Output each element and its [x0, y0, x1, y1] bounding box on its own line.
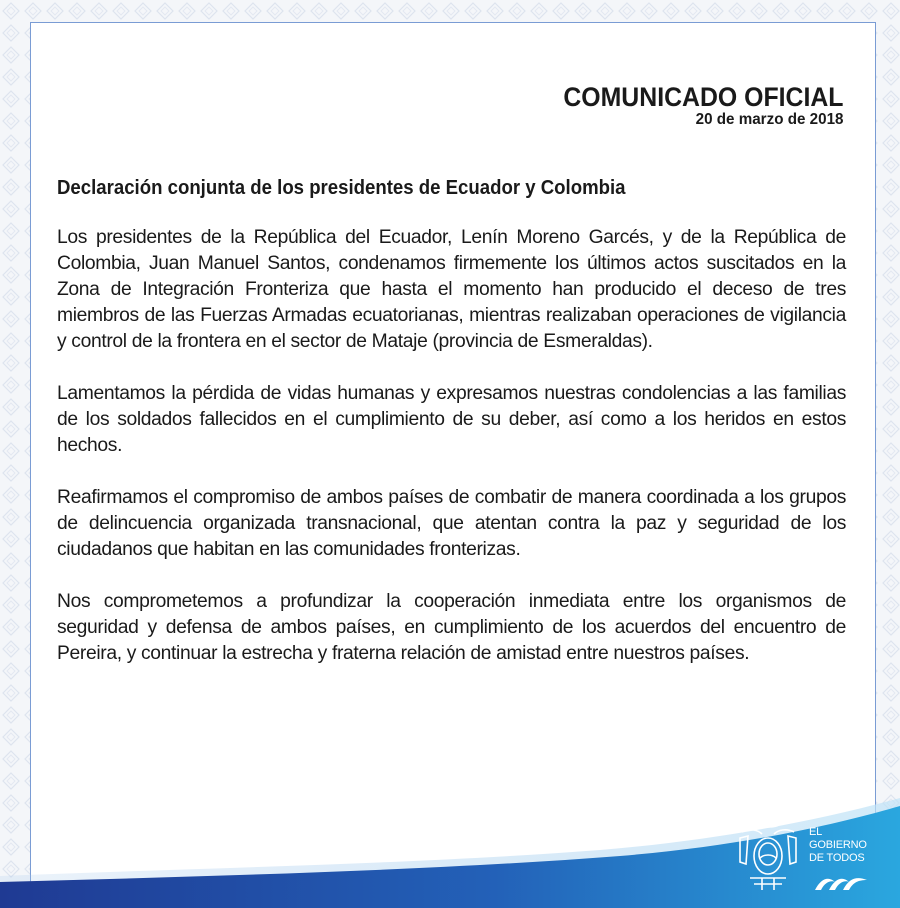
paragraph-2: Lamentamos la pérdida de vidas humanas y expresamos nuestras condolencias a las familias de los soldados fallecidos en el cumplimiento de su deber, así como a los heridos en estos hechos. — [57, 383, 846, 456]
brand-line-2: GOBIERNO — [809, 839, 867, 851]
document-card — [30, 22, 876, 908]
brand-line-1: EL — [809, 826, 823, 838]
paragraph-4: Nos comprometemos a profundizar la cooperación inmediata entre los organismos de seguridad y defensa de ambos países, en cumplimiento de los acuerdos del encuentro de Pereira, y continuar la estrecha y fraterna relación de amistad entre nuestros países. — [57, 591, 846, 664]
brand-line-3: DE TODOS — [809, 852, 865, 864]
document-date: 20 de marzo de 2018 — [695, 111, 843, 128]
document-body — [57, 175, 846, 693]
document-header — [539, 83, 843, 128]
document-title: COMUNICADO OFICIAL — [562, 82, 843, 112]
paragraph-3: Reafirmamos el compromiso de ambos países de combatir de manera coordinada a los grupos de delincuencia organizada transnacional, que atentan contra la paz y seguridad de los ciudadanos que habitan en las comunidades fronterizas. — [57, 487, 846, 560]
statement-heading: Declaración conjunta de los presidentes de Ecuador y Colombia — [57, 177, 626, 199]
coat-of-arms-icon — [736, 818, 800, 898]
paragraph-1: Los presidentes de la República del Ecuador, Lenín Moreno Garcés, y de la República de Colombia, Juan Manuel Santos, condenamos firmemente los últimos actos suscitados en la Zona de Integración Fronteriza que hasta el momento han producido el deceso de tres miembros de las Fuerzas Armadas ecuatorianas, mientras realizaban operaciones de vigilancia y control de la frontera en el sector de Mataje (provincia de Esmeraldas). — [57, 227, 846, 352]
brand-wave-icon — [813, 870, 869, 892]
government-brand — [809, 826, 867, 865]
